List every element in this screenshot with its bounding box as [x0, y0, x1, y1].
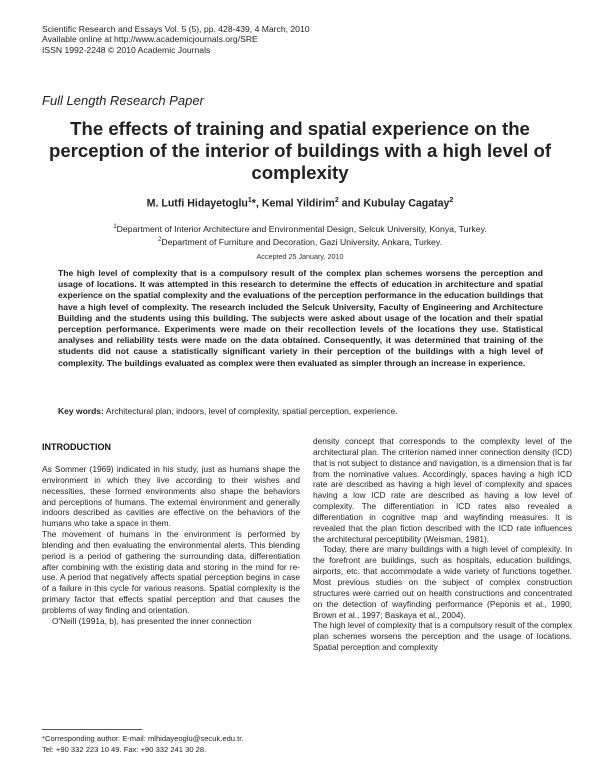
journal-issn: ISSN 1992-2248 © 2010 Academic Journals: [42, 44, 211, 55]
body-paragraph: Today, there are many buildings with a high level of complexity. In the forefront are buildings, such as hospitals, education buildings, airports, etc. that accommodate a wide variety of functions together. Most previous studies on the subject of complex construction structures were carried out on health constructions and concentrated on the detection of wayfinding performance (Peponis et al., 1990; Brown et al., 1997; Baskaya et al., 2004).: [313, 544, 572, 620]
body-paragraph: density concept that corresponds to the complexity level of the architectural plan. The criterion named inner connection density (ICD) that is not subject to distance and navigation, is a dimension that is far from the nominative values. Accordingly, spaces having a high ICD rate are described as having a high level of complexity and spaces having a low ICD rate are described as having a low level of complexity. The differentiation in ICD rates also revealed a differentiation in cognitive map and wayfinding measures. It is revealed that the plan fiction described with the ICD rate influences the architectural perceptibility (Weisman, 1981).: [313, 436, 572, 544]
author-affiliation-mark: 2: [334, 197, 339, 204]
body-paragraph: The movement of humans in the environment is performed by blending and then evaluating the environmental alerts. This blending period is a period of gathering the surrounding data, differentiation after combining with the existing data and storing in the mind for re-use. A period that negatively affects spatial perception begins in case of a failure in this cycle for various reasons. Spatial complexity is the primary factor that effects spatial perception and that causes the problems of way finding and orientation.: [42, 529, 300, 615]
author-affiliation-mark: 1: [247, 197, 252, 204]
affiliation-text: Department of Furniture and Decoration, Gazi University, Ankara, Turkey.: [161, 236, 443, 247]
author-name: Kemal Yildirim: [261, 197, 335, 210]
paper-type: Full Length Research Paper: [42, 93, 204, 108]
paper-title: The effects of training and spatial experience on the perception of the interior of buildings with a high level of complexity: [48, 118, 552, 183]
body-paragraph: O'Neill (1991a, b), has presented the inner connection: [52, 615, 252, 626]
accepted-date: Accepted 25 January, 2010: [256, 252, 344, 261]
left-column: [42, 464, 300, 627]
keywords-label: Key words:: [58, 406, 104, 416]
keywords: [58, 406, 543, 416]
footnote-email: *Corresponding author. E-mail: mlhidayeoglu@secuk.edu.tr.: [42, 734, 244, 743]
affiliation-mark: 2: [157, 236, 162, 243]
affiliation-line: [30, 235, 570, 248]
journal-url[interactable]: Available online at http://www.academicjournals.org/SRE: [42, 34, 258, 45]
body-paragraph: As Sommer (1969) indicated in his study, just as humans shape the environment in which they live according to their wishes and necessities, these formed environments also shape the behaviors and perceptions of humans. The external environment and generally indoors described as cavities are effective on the behaviors of the humans who take a space in them.: [42, 464, 300, 529]
author-separator: and: [338, 197, 364, 210]
keywords-text: Architectural plan, indoors, level of complexity, spatial perception, experience.: [105, 406, 398, 416]
right-column: [313, 436, 572, 653]
section-heading-introduction: INTRODUCTION: [42, 442, 111, 452]
affiliation-mark: 1: [113, 224, 117, 230]
affiliations: [30, 222, 570, 248]
author-name: Kubulay Cagatay: [363, 197, 450, 210]
abstract: The high level of complexity that is a compulsory result of the complex plan schemes worsens the perception and usage of locations. It was attempted in this research to determine the effects of education in architecture and spatial experience on the spatial complexity and the evaluations of the perception performance in the education buildings that have a high level of complexity. The research included the Selcuk University, Faculty of Engineering and Architecture Building and the students using this building. The subjects were asked about usage of the location and their spatial perception performance. Experiments were made on their recollection levels of the locations they use. Statistical analyses and reliability tests were made on the data obtained. Consequently, it was determined that training of the students did not cause a statistically significant variety in their perception of the buildings with a high level of complexity. The buildings evaluated as complex were then evaluated as simpler through an increase in experience.: [58, 268, 543, 368]
author-affiliation-mark: 2: [449, 197, 454, 204]
author-list: [30, 197, 570, 210]
corresponding-mark: *,: [251, 197, 262, 210]
journal-header: [42, 24, 562, 55]
journal-citation: Scientific Research and Essays Vol. 5 (5), pp. 428-439, 4 March, 2010: [42, 24, 310, 34]
corresponding-author-footnote: [42, 733, 300, 755]
author-name: M. Lutfi Hidayetoglu: [146, 197, 248, 210]
affiliation-text: Department of Interior Architecture and Environmental Design, Selcuk University, Konya, Turkey.: [116, 223, 487, 234]
body-paragraph: The high level of complexity that is a compulsory result of the complex plan schemes worsens the perception and the usage of locations. Spatial perception and complexity: [313, 620, 572, 653]
footnote-divider: [42, 729, 142, 730]
footnote-phone: Tel: +90 332 223 10 49. Fax: +90 332 241 30 28.: [42, 745, 207, 754]
affiliation-line: [30, 222, 570, 235]
